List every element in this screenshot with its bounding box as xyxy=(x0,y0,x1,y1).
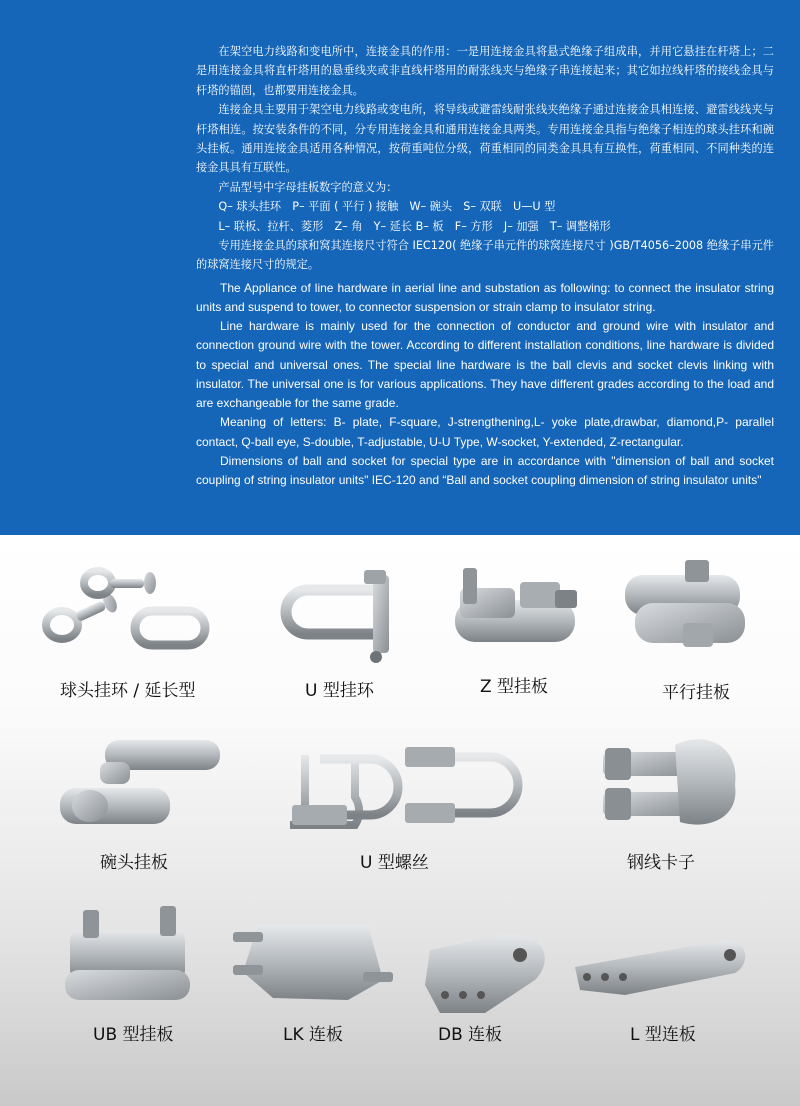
ball-eye-image xyxy=(30,565,210,665)
zh-paragraph-5: L– 联板、拉杆、菱形 Z– 角 Y– 延长 B– 板 F– 方形 J– 加强 T– 调整梯形 xyxy=(218,219,611,233)
lk-plate-label: LK 连板 xyxy=(283,1025,344,1045)
intro-chinese xyxy=(196,42,774,275)
socket-clevis-label: 碗头挂板 xyxy=(100,853,168,873)
z-clevis-image xyxy=(445,560,595,660)
en-paragraph-4: Dimensions of ball and socket for special type are in accordance with "dimension of ball and socket coupling of string insulator units" IEC-120 and “Ball and socket coupling dimension of string insulator units" xyxy=(196,453,774,487)
u-bolt-label: U 型螺丝 xyxy=(360,853,429,873)
wire-clip-image xyxy=(595,730,745,835)
zh-paragraph-6: 专用连接金具的球和窝其连接尺寸符合 IEC120( 绝缘子串元件的球窝连接尺寸 )GB/T4056–2008 绝缘子串元件的球窝连接尺寸的规定。 xyxy=(196,239,774,272)
intro-english xyxy=(196,279,774,490)
socket-clevis-image xyxy=(50,730,225,840)
l-plate-image xyxy=(565,935,755,1000)
zh-paragraph-4: Q– 球头挂环 P– 平面 ( 平行 ) 接触 W– 碗头 S– 双联 U—U 型 xyxy=(218,200,556,214)
lk-plate-image xyxy=(228,910,398,1010)
ball-eye-label: 球头挂环 / 延长型 xyxy=(60,681,196,701)
intro-band xyxy=(0,0,800,535)
zh-paragraph-3: 产品型号中字母挂板数字的意义为： xyxy=(218,180,398,194)
u-bolt-image xyxy=(280,735,525,840)
db-plate-label: DB 连板 xyxy=(438,1025,503,1045)
zh-paragraph-2: 连接金具主要用于架空电力线路或变电所，将导线或避雷线耐张线夹绝缘子通过连接金具相连接、避雷线线夹与杆塔相连。按安装条件的不同，分专用连接金具和通用连接金具两类。专用连接金具指与绝缘子相连的球头挂环和碗头挂板。通用连接金具适用各种情况，按荷重吨位分级，荷重相同的同类金具具有互换性，荷重相同、不同种类的连接金具具有互联性。 xyxy=(196,103,774,175)
z-clevis-label: Z 型挂板 xyxy=(480,677,549,697)
en-paragraph-1: The Appliance of line hardware in aerial line and substation as following: to connect the insulator string units and suspend to tower, to connector suspension or strain clamp to insulator string. xyxy=(196,280,774,315)
en-paragraph-3: Meaning of letters: B- plate, F-square, J-strengthening,L- yoke plate,drawbar, diamond,P- parallel contact, Q-ball eye, S-double, T-adjustable, U-U Type, W-socket, Y-extended, Z-rectangular. xyxy=(196,415,774,449)
intro-text xyxy=(196,42,774,490)
ub-clevis-label: UB 型挂板 xyxy=(93,1025,174,1045)
en-paragraph-2: Line hardware is mainly used for the connection of conductor and ground wire with insulator and connection ground wire with the tower. According to different installation conditions, line hardware is divided to special and universal ones. The special line hardware is the ball clevis and socket clevis linking with insulator. The universal one is for various applications. They have different grades according to the load and are exchangeable for the same grade. xyxy=(196,319,774,411)
l-plate-label: L 型连板 xyxy=(630,1025,696,1045)
u-shackle-image xyxy=(268,565,418,665)
parallel-clevis-image xyxy=(615,555,760,660)
u-shackle-label: U 型挂环 xyxy=(305,681,374,701)
wire-clip-label: 钢线卡子 xyxy=(627,853,695,873)
ub-clevis-image xyxy=(55,900,205,1010)
db-plate-image xyxy=(415,925,555,1020)
zh-paragraph-1: 在架空电力线路和变电所中，连接金具的作用：一是用连接金具将悬式绝缘子组成串，并用它悬挂在杆塔上；二是用连接金具将直杆塔用的悬垂线夹或非直线杆塔用的耐张线夹与绝缘子串连接起来；其它如拉线杆塔的接线金具与杆塔的锚固，也都要用连接金具。 xyxy=(196,45,774,97)
parallel-clevis-label: 平行挂板 xyxy=(662,683,730,703)
